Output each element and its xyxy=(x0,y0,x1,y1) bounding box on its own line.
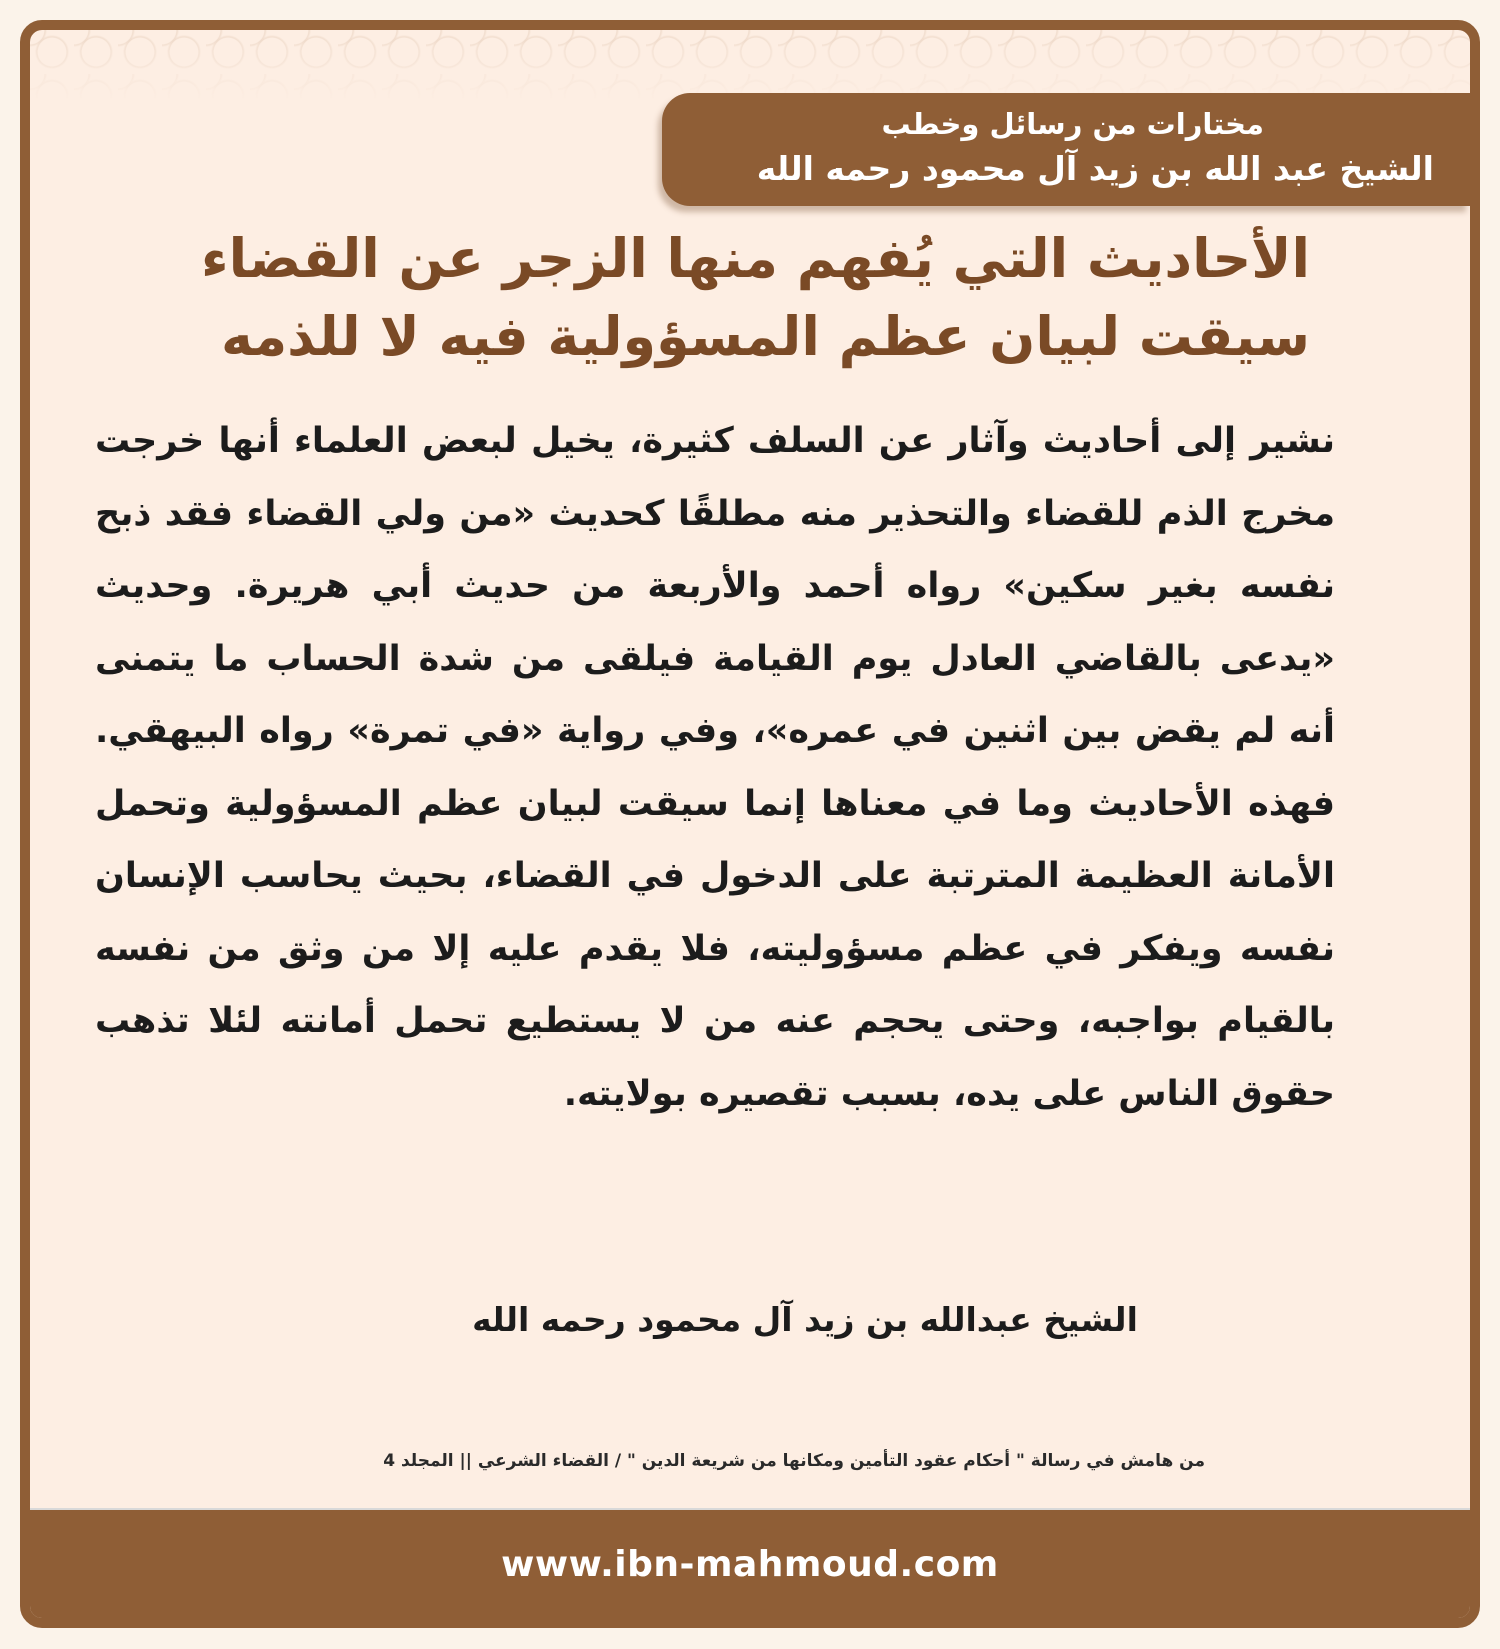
series-title: مختارات من رسائل وخطب xyxy=(881,107,1264,141)
decorative-pattern xyxy=(30,30,1470,100)
series-author: الشيخ عبد الله بن زيد آل محمود رحمه الله xyxy=(756,149,1434,188)
card-frame xyxy=(20,20,1480,1628)
series-header xyxy=(662,93,1470,206)
source-citation: من هامش في رسالة " أحكام عقود التأمين ومكانها من شريعة الدين " / القضاء الشرعي || المجلد 4 xyxy=(383,1451,1205,1471)
footer-bar xyxy=(30,1510,1470,1618)
article-body: نشير إلى أحاديث وآثار عن السلف كثيرة، يخيل لبعض العلماء أنها خرجت مخرج الذم للقضاء والتحذير منه مطلقًا كحديث «من ولي القضاء فقد ذبح نفسه بغير سكين» رواه أحمد والأربعة من حديث أبي هريرة. وحديث «يدعى بالقاضي العادل يوم القيامة فيلقى من شدة الحساب ما يتمنى أنه لم يقض بين اثنين في عمره»، وفي رواية «في تمرة» رواه البيهقي. فهذه الأحاديث وما في معناها إنما سيقت لبيان عظم المسؤولية وتحمل الأمانة العظيمة المترتبة على الدخول في القضاء، بحيث يحاسب الإنسان نفسه ويفكر في عظم مسؤوليته، فلا يقدم عليه إلا من وثق من نفسه بالقيام بواجبه، وحتى يحجم عنه من لا يستطيع تحمل أمانته لئلا تذهب حقوق الناس على يده، بسبب تقصيره بولايته. xyxy=(95,421,1335,1114)
article-title xyxy=(170,220,1310,376)
article-title-line-2: سيقت لبيان عظم المسؤولية فيه لا للذمه xyxy=(220,305,1310,368)
author-signature: الشيخ عبدالله بن زيد آل محمود رحمه الله xyxy=(472,1300,1138,1339)
website-link[interactable]: www.ibn-mahmoud.com xyxy=(501,1543,999,1585)
article-title-line-1: الأحاديث التي يُفهم منها الزجر عن القضاء xyxy=(201,227,1310,290)
